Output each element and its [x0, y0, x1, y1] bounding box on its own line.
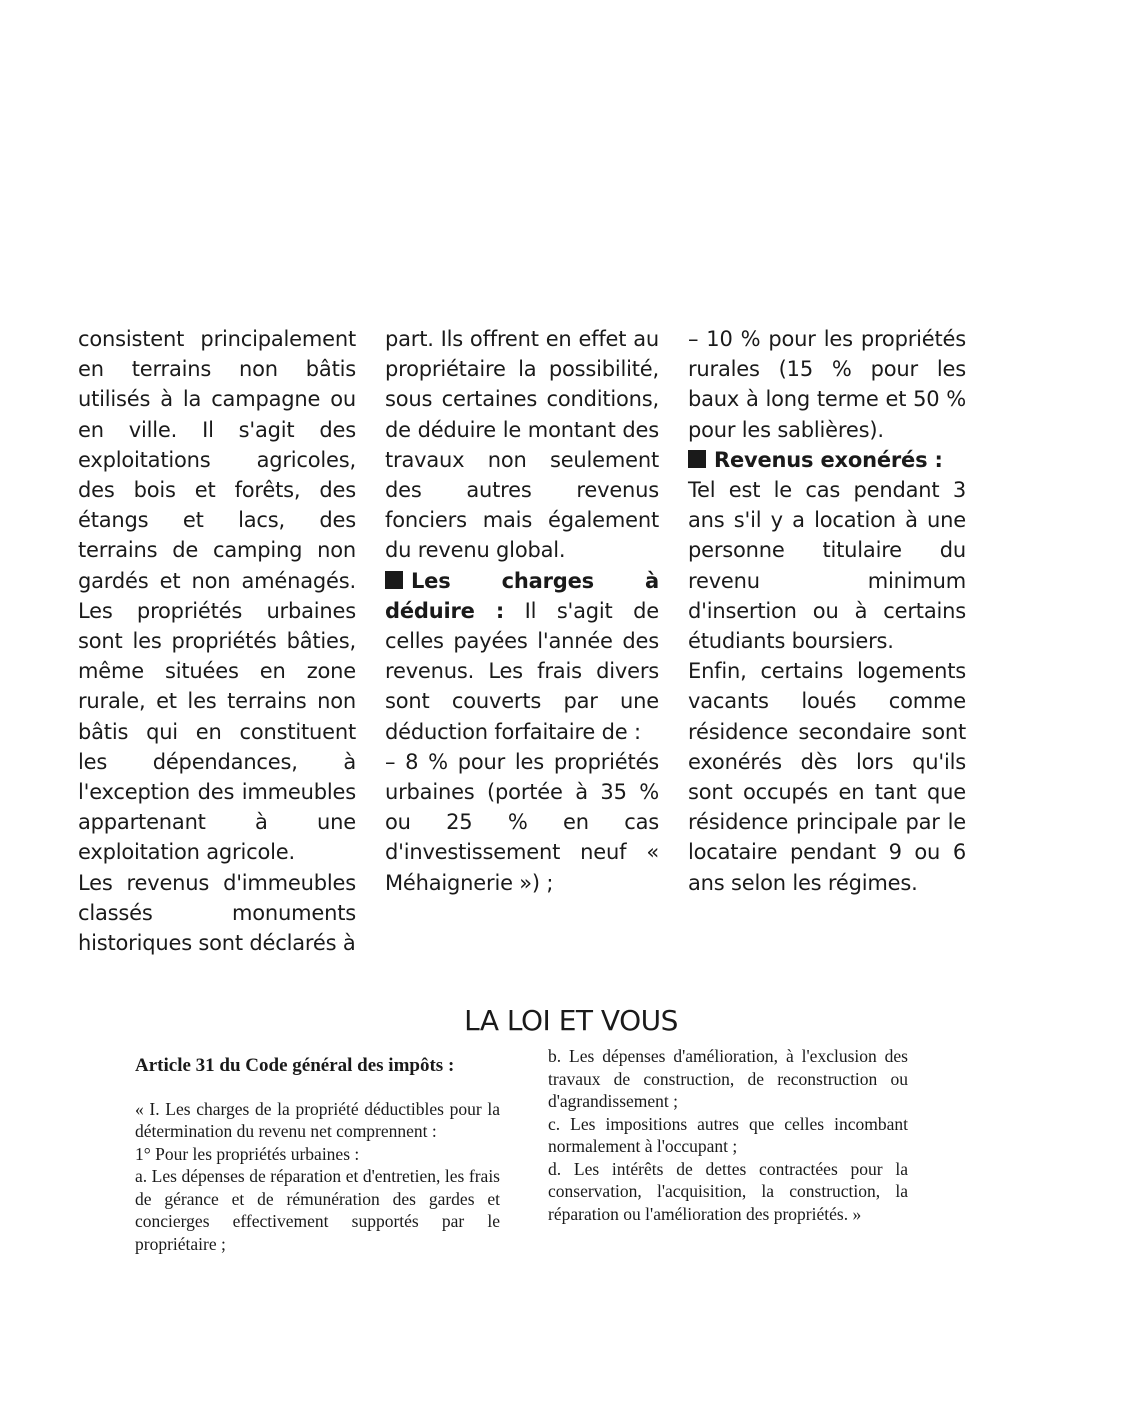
paragraph-text: Il s'agit de celles payées l'année des revenus. Les frais divers sont couverts par une déduction forfaitaire de :: [385, 598, 660, 744]
paragraph: consistent principalement en terrains non bâtis utilisés à la campagne ou en ville. Il s'agit des exploitations agricoles, des bois et forêts, des étangs et lacs, des terrains de camping non gardés et non aménagés. Les propriétés urbaines sont les propriétés bâties, même situées en zone rurale, et les terrains non bâtis qui en constituent les dépendances, à l'exception des immeubles appartenant à une exploitation agricole.: [78, 327, 356, 865]
law-paragraph: 1° Pour les propriétés urbaines :: [135, 1143, 360, 1164]
paragraph: Tel est le cas pendant 3 ans s'il y a location à une personne titulaire du revenu minimum d'insertion ou à certains étudiants boursiers.: [688, 478, 966, 654]
article-column-1: [78, 324, 356, 958]
section-heading: Revenus exonérés :: [714, 447, 943, 472]
article-column-3: [688, 324, 966, 898]
paragraph: Enfin, certains logements vacants loués comme résidence secondaire sont exonérés dès lors qu'ils sont occupés en tant que résidence principale par le locataire pendant 9 ou 6 ans selon les régimes.: [688, 659, 966, 895]
law-paragraph: b. Les dépenses d'amélioration, à l'exclusion des travaux de construction, de reconstruction ou d'agrandissement ;: [548, 1046, 908, 1111]
list-item: – 8 % pour les propriétés urbaines (portée à 35 % ou 25 % en cas d'investissement neuf « Méhaignerie ») ;: [385, 749, 659, 895]
section-heading: Les charges à déduire :: [385, 568, 659, 623]
paragraph: part. Ils offrent en effet au propriétaire la possibilité, sous certaines conditions, de déduire le montant des travaux non seulement des autres revenus fonciers mais également du revenu global.: [385, 327, 659, 563]
law-column-right: [548, 1045, 908, 1225]
law-column-left: [135, 1055, 500, 1255]
exempt-heading-line: [688, 445, 966, 475]
law-paragraph: « I. Les charges de la propriété déductibles pour la détermination du revenu net comprennent :: [135, 1098, 500, 1141]
article-column-2: [385, 324, 659, 898]
law-paragraph: d. Les intérêts de dettes contractées pour la conservation, l'acquisition, la construction, la réparation ou l'amélioration des propriétés. »: [548, 1158, 908, 1224]
law-paragraph: a. Les dépenses de réparation et d'entretien, les frais de gérance et de rémunération des gardes et concierges effectivement supportés par le propriétaire ;: [135, 1166, 500, 1254]
law-paragraph: c. Les impositions autres que celles incombant normalement à l'occupant ;: [548, 1113, 908, 1156]
square-bullet-icon: [385, 571, 403, 589]
charges-paragraph: [385, 566, 659, 747]
law-section-title: LA LOI ET VOUS: [464, 1004, 678, 1037]
list-item: – 10 % pour les propriétés rurales (15 % pour les baux à long terme et 50 % pour les sablières).: [688, 327, 966, 442]
article-title: Article 31 du Code général des impôts :: [135, 1055, 455, 1076]
paragraph: Les revenus d'immeubles classés monuments historiques sont déclarés à: [78, 870, 356, 956]
square-bullet-icon: [688, 450, 706, 468]
